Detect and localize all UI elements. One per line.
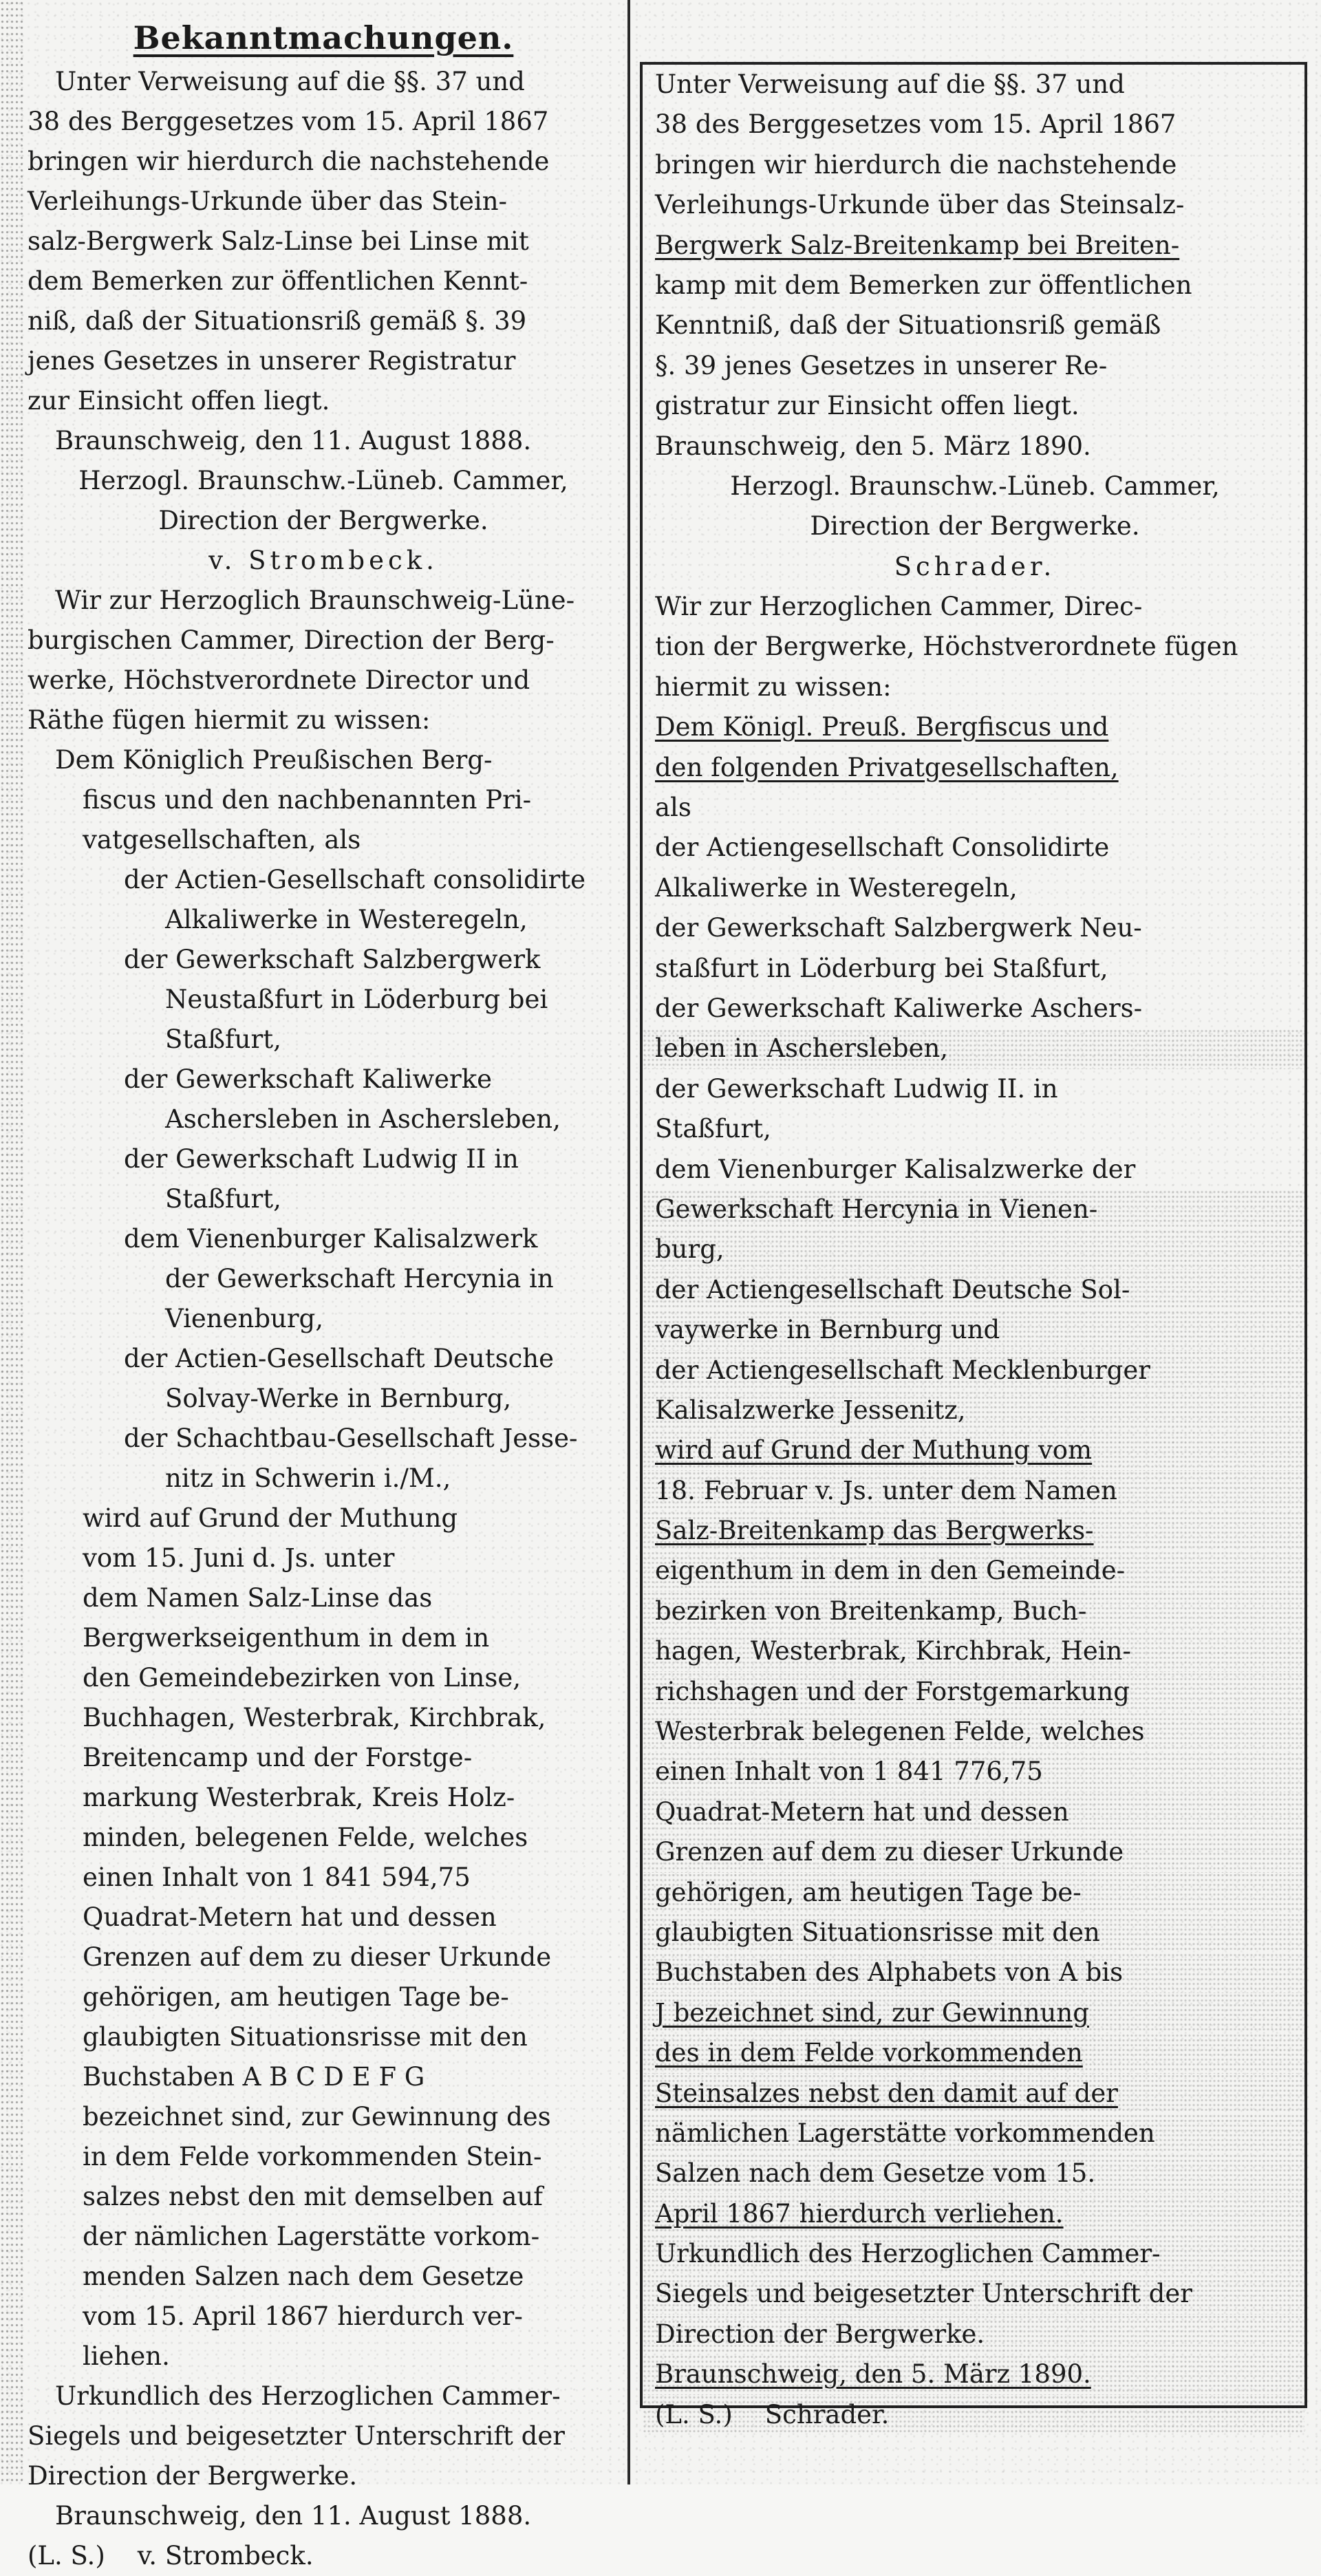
left-list-item: dem Vienenburger Kalisalzwerk	[124, 1224, 538, 1254]
left-text-line: der nämlichen Lagerstätte vorkom-	[83, 2222, 540, 2251]
left-text-line: Breitencamp und der Forstge-	[83, 1743, 473, 1772]
left-text-line: bezeichnet sind, zur Gewinnung des	[83, 2102, 551, 2132]
left-text-line: Bergwerkseigenthum in dem in	[83, 1623, 490, 1653]
left-text-line: glaubigten Situationsrisse mit den	[83, 2022, 528, 2052]
left-list-item: Vienenburg,	[165, 1304, 324, 1333]
right-text-line: Kenntniß, daß der Situationsriß gemäß	[655, 310, 1161, 341]
right-text-line: Salz-Breitenkamp das Bergwerks-	[643, 1511, 1304, 1551]
left-list-item: Alkaliwerke in Westeregeln,	[165, 905, 528, 934]
right-list-item: der Gewerkschaft Ludwig II. in	[655, 1073, 1058, 1104]
right-text-line: richshagen und der Forstgemarkung	[643, 1672, 1304, 1712]
left-list-item: der Schachtbau-Gesellschaft Jesse-	[124, 1424, 578, 1453]
left-text-line: den Gemeindebezirken von Linse,	[83, 1663, 522, 1693]
left-text-line: Grenzen auf dem zu dieser Urkunde	[83, 1942, 552, 1972]
left-list-item: der Gewerkschaft Salzbergwerk	[124, 945, 541, 974]
right-list-item: der Actiengesellschaft Consolidirte	[655, 833, 1110, 863]
left-text-line: werke, Höchstverordnete Director und	[28, 665, 530, 695]
right-text-line: Salzen nach dem Gesetze vom 15.	[643, 2154, 1304, 2193]
left-signature-line: v. Strombeck.	[208, 546, 438, 575]
right-list-item: der Actiengesellschaft Mecklenburger	[643, 1351, 1304, 1391]
left-list-item: nitz in Schwerin i./M.,	[165, 1463, 451, 1493]
right-seal-signature-line: (L. S.) Schrader.	[643, 2395, 1304, 2435]
left-seal-signature-line: (L. S.) v. Strombeck.	[28, 2541, 314, 2570]
right-column-notice-box	[640, 62, 1307, 2429]
right-text-line: Quadrat-Metern hat und dessen	[643, 1792, 1304, 1832]
left-text-line: vom 15. Juni d. Js. unter	[83, 1543, 395, 1573]
left-text-line: 38 des Berggesetzes vom 15. April 1867	[28, 107, 549, 136]
right-text-line: bezirken von Breitenkamp, Buch-	[643, 1591, 1304, 1631]
right-text-line: J bezeichnet sind, zur Gewinnung	[643, 1993, 1304, 2033]
left-edge-noise	[0, 0, 23, 2484]
right-list-item: burg,	[643, 1230, 1304, 1269]
right-text-line: einen Inhalt von 1 841 776,75	[643, 1752, 1304, 1792]
left-column-notice	[28, 14, 619, 2570]
left-text-line: Wir zur Herzoglich Braunschweig-Lüne-	[55, 586, 575, 615]
right-list-item: leben in Aschersleben,	[643, 1029, 1304, 1069]
right-text-line: Westerbrak belegenen Felde, welches	[643, 1712, 1304, 1752]
left-list-item: Neustaßfurt in Löderburg bei	[165, 985, 548, 1014]
left-list-item: Staßfurt,	[165, 1024, 281, 1054]
left-list-item: der Actien-Gesellschaft consolidirte	[124, 865, 586, 894]
right-text-line: eigenthum in dem in den Gemeinde-	[643, 1551, 1304, 1591]
right-authority-line: Herzogl. Braunschw.-Lüneb. Cammer,	[730, 471, 1220, 501]
right-list-item: vaywerke in Bernburg und	[643, 1310, 1304, 1350]
right-text-line: gistratur zur Einsicht offen liegt.	[655, 391, 1080, 421]
left-text-line: gehörigen, am heutigen Tage be-	[83, 1982, 509, 2012]
left-list-item: Staßfurt,	[165, 1184, 281, 1214]
right-text-line: nämlichen Lagerstätte vorkommenden	[643, 2114, 1304, 2154]
left-text-line: Dem Königlich Preußischen Berg-	[55, 745, 493, 775]
right-list-item: Gewerkschaft Hercynia in Vienen-	[643, 1190, 1304, 1230]
right-list-item: der Gewerkschaft Kaliwerke Aschers-	[655, 993, 1143, 1023]
right-text-line: kamp mit dem Bemerken zur öffentlichen	[655, 270, 1192, 300]
right-text-line: Steinsalzes nebst den damit auf der	[643, 2074, 1304, 2114]
left-text-line: Buchhagen, Westerbrak, Kirchbrak,	[83, 1703, 546, 1732]
right-text-line: 38 des Berggesetzes vom 15. April 1867	[655, 109, 1177, 140]
left-text-line: wird auf Grund der Muthung	[83, 1503, 458, 1533]
right-text-line: April 1867 hierdurch verliehen.	[643, 2194, 1304, 2234]
left-text-line: zur Einsicht offen liegt.	[28, 386, 330, 416]
right-list-item: der Actiengesellschaft Deutsche Sol-	[643, 1270, 1304, 1310]
right-text-line: als	[655, 793, 691, 823]
left-text-line: menden Salzen nach dem Gesetze	[83, 2262, 524, 2291]
right-text-line: Verleihungs-Urkunde über das Steinsalz-	[655, 190, 1185, 220]
right-text-line: wird auf Grund der Muthung vom	[643, 1430, 1304, 1470]
section-heading: Bekanntmachungen.	[133, 19, 514, 56]
left-text-line: Siegels und beigesetzter Unterschrift der	[28, 2421, 565, 2451]
right-text-line: tion der Bergwerke, Höchstverordnete fügen	[655, 632, 1238, 662]
right-text-line: Wir zur Herzoglichen Cammer, Direc-	[655, 592, 1143, 622]
left-text-line: minden, belegenen Felde, welches	[83, 1823, 528, 1852]
right-date-line: Braunschweig, den 5. März 1890.	[643, 2354, 1304, 2394]
right-text-line: gehörigen, am heutigen Tage be-	[643, 1873, 1304, 1913]
left-text-line: markung Westerbrak, Kreis Holz-	[83, 1783, 515, 1812]
left-text-line: salzes nebst den mit demselben auf	[83, 2182, 543, 2211]
left-text-line: burgischen Cammer, Direction der Berg-	[28, 625, 555, 655]
right-text-line: Dem Königl. Preuß. Bergfiscus und	[655, 712, 1109, 742]
left-text-line: dem Bemerken zur öffentlichen Kennt-	[28, 266, 528, 296]
left-text-line: Urkundlich des Herzoglichen Cammer-	[55, 2381, 561, 2411]
left-text-line: bringen wir hierdurch die nachstehende	[28, 147, 550, 176]
right-text-line: Grenzen auf dem zu dieser Urkunde	[643, 1832, 1304, 1872]
right-list-item: dem Vienenburger Kalisalzwerke der	[655, 1154, 1136, 1184]
right-text-line: hiermit zu wissen:	[655, 672, 892, 702]
left-text-line: Unter Verweisung auf die §§. 37 und	[55, 67, 525, 96]
right-authority-line: Direction der Bergwerke.	[810, 511, 1140, 541]
right-list-item: Alkaliwerke in Westeregeln,	[655, 872, 1018, 903]
right-list-item: der Gewerkschaft Salzbergwerk Neu-	[655, 913, 1142, 943]
left-text-line: fiscus und den nachbenannten Pri-	[83, 785, 532, 815]
left-text-line: Buchstaben A B C D E F G	[83, 2062, 425, 2092]
left-text-line: salz-Bergwerk Salz-Linse bei Linse mit	[28, 226, 529, 256]
left-text-line: in dem Felde vorkommenden Stein-	[83, 2142, 542, 2171]
right-text-line: §. 39 jenes Gesetzes in unserer Re-	[655, 350, 1108, 380]
left-text-line: niß, daß der Situationsriß gemäß §. 39	[28, 306, 527, 336]
left-list-item: Aschersleben in Aschersleben,	[165, 1104, 561, 1134]
left-authority-line: Direction der Bergwerke.	[158, 506, 488, 535]
left-date-line: Braunschweig, den 11. August 1888.	[55, 426, 532, 455]
left-list-item: der Gewerkschaft Ludwig II in	[124, 1144, 519, 1174]
column-divider	[627, 0, 630, 2484]
right-list-item: staßfurt in Löderburg bei Staßfurt,	[655, 953, 1108, 983]
right-text-line: des in dem Felde vorkommenden	[643, 2033, 1304, 2073]
left-text-line: Quadrat-Metern hat und dessen	[83, 1902, 497, 1932]
right-text-line: hagen, Westerbrak, Kirchbrak, Hein-	[643, 1631, 1304, 1671]
right-signature-line: Schrader.	[894, 551, 1056, 581]
left-list-item: der Gewerkschaft Hercynia in	[165, 1264, 554, 1294]
right-list-item: Staßfurt,	[655, 1114, 771, 1144]
left-text-line: Direction der Bergwerke.	[28, 2461, 358, 2491]
left-text-line: Räthe fügen hiermit zu wissen:	[28, 705, 431, 735]
right-text-line: Unter Verweisung auf die §§. 37 und	[655, 69, 1125, 99]
left-text-line: vom 15. April 1867 hierdurch ver-	[83, 2301, 523, 2331]
left-date-line: Braunschweig, den 11. August 1888.	[55, 2501, 532, 2531]
right-text-line: Bergwerk Salz-Breitenkamp bei Breiten-	[655, 230, 1180, 260]
right-text-line: Siegels und beigesetzter Unterschrift der	[643, 2274, 1304, 2314]
left-text-line: dem Namen Salz-Linse das	[83, 1583, 433, 1613]
right-text-line: 18. Februar v. Js. unter dem Namen	[643, 1471, 1304, 1511]
left-authority-line: Herzogl. Braunschw.-Lüneb. Cammer,	[78, 466, 568, 495]
left-list-item: Solvay-Werke in Bernburg,	[165, 1384, 512, 1413]
left-text-line: Verleihungs-Urkunde über das Stein-	[28, 186, 508, 216]
left-text-line: vatgesellschaften, als	[83, 825, 361, 855]
left-list-item: der Gewerkschaft Kaliwerke	[124, 1064, 493, 1094]
left-text-line: einen Inhalt von 1 841 594,75	[83, 1863, 471, 1892]
left-list-item: der Actien-Gesellschaft Deutsche	[124, 1344, 555, 1373]
right-list-item: Kalisalzwerke Jessenitz,	[643, 1391, 1304, 1430]
left-text-line: jenes Gesetzes in unserer Registratur	[28, 346, 516, 376]
right-text-line: glaubigten Situationsrisse mit den	[643, 1913, 1304, 1953]
right-text-line: bringen wir hierdurch die nachstehende	[655, 149, 1177, 180]
right-text-line: den folgenden Privatgesellschaften,	[655, 752, 1119, 782]
right-text-line: Direction der Bergwerke.	[643, 2315, 1304, 2354]
right-date-line: Braunschweig, den 5. März 1890.	[655, 431, 1091, 461]
right-text-line: Urkundlich des Herzoglichen Cammer-	[643, 2234, 1304, 2274]
left-text-line: liehen.	[83, 2341, 170, 2371]
right-text-line: Buchstaben des Alphabets von A bis	[643, 1953, 1304, 1993]
